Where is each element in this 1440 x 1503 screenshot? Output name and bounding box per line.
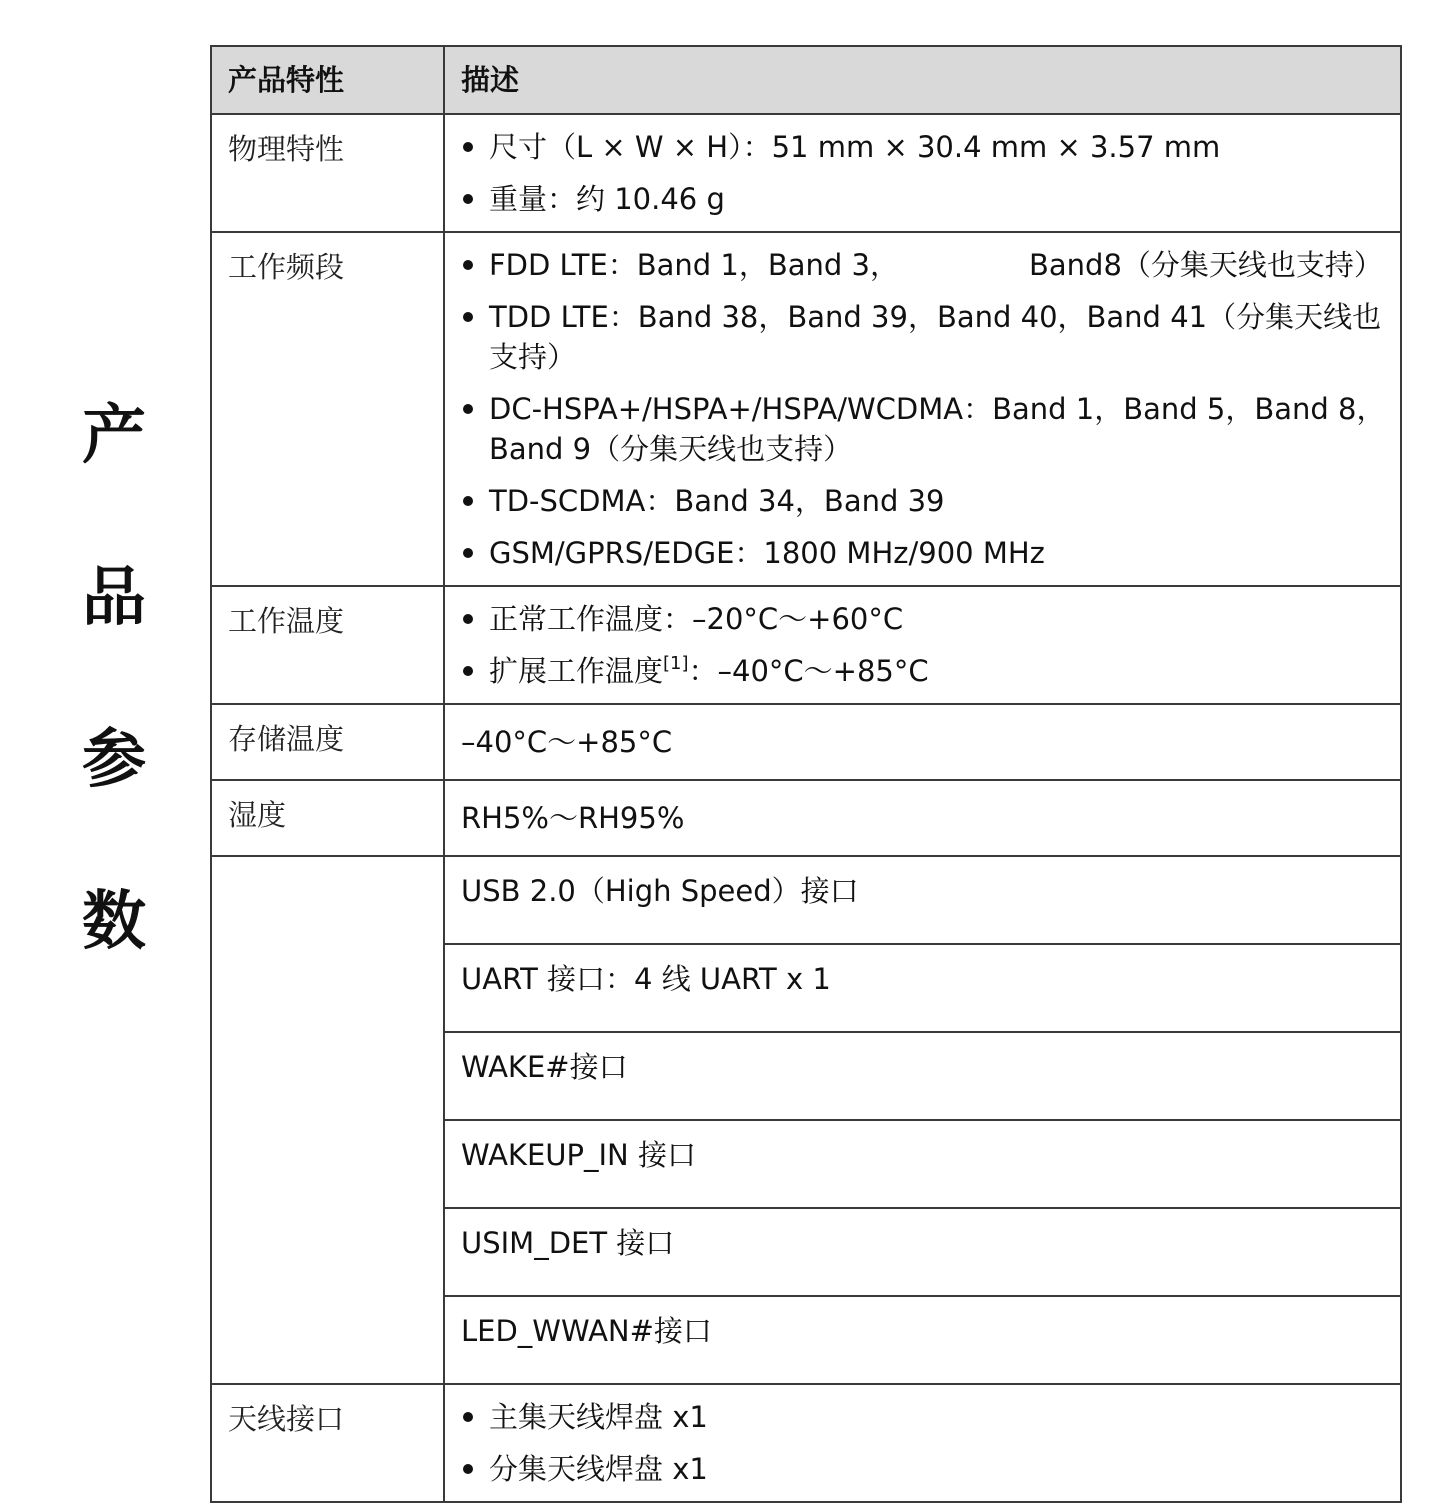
header-feature: 产品特性 [211, 46, 444, 114]
list-item-text: Band8（分集天线也支持） [1029, 248, 1383, 282]
interface-cell: USIM_DET 接口 [444, 1208, 1401, 1296]
interface-cell: WAKEUP_IN 接口 [444, 1120, 1401, 1208]
description-list [461, 245, 1386, 573]
bullet-icon [463, 496, 473, 506]
bullet-icon [463, 1412, 473, 1422]
interface-cell: LED_WWAN#接口 [444, 1296, 1401, 1384]
bullet-icon [463, 666, 473, 676]
list-item [461, 297, 1386, 377]
side-title-char: 参 [82, 723, 146, 797]
side-title [78, 400, 150, 1048]
bullet-icon [463, 260, 473, 270]
side-title-char: 数 [82, 885, 146, 959]
list-item [461, 533, 1386, 573]
row-category: 天线接口 [211, 1384, 444, 1502]
list-item-text: DC-HSPA+/HSPA+/HSPA/WCDMA：Band 1，Band 5，Band 8，Band 9（分集天线也支持） [489, 392, 1386, 466]
list-item-text: FDD LTE：Band 1，Band 3， [489, 248, 900, 282]
side-title-char: 品 [82, 561, 146, 635]
footnote-ref[interactable]: [1] [663, 653, 689, 674]
table-row-storage-temp [211, 704, 1401, 780]
row-description: –40°C～+85°C [444, 704, 1401, 780]
table-row-operating-temp [211, 586, 1401, 704]
table-row-bands [211, 232, 1401, 586]
list-item [461, 651, 1386, 691]
list-item-text: 重量：约 10.46 g [489, 182, 725, 216]
list-item [461, 127, 1386, 167]
header-description: 描述 [444, 46, 1401, 114]
row-category [211, 856, 444, 1384]
list-item-text: 尺寸（L × W × H）：51 mm × 30.4 mm × 3.57 mm [489, 130, 1221, 164]
description-list [461, 599, 1386, 691]
row-category: 湿度 [211, 780, 444, 856]
list-item [461, 1449, 1386, 1489]
description-list [461, 1397, 1386, 1489]
row-description [444, 1384, 1401, 1502]
row-description: RH5%～RH95% [444, 780, 1401, 856]
row-category: 存储温度 [211, 704, 444, 780]
row-category: 物理特性 [211, 114, 444, 232]
bullet-icon [463, 142, 473, 152]
interface-cell: USB 2.0（High Speed）接口 [444, 856, 1401, 944]
list-item-text: 分集天线焊盘 x1 [489, 1452, 708, 1486]
bullet-icon [463, 404, 473, 414]
table-row-humidity [211, 780, 1401, 856]
table-header-row [211, 46, 1401, 114]
bullet-icon [463, 1464, 473, 1474]
list-item-text: TDD LTE：Band 38，Band 39，Band 40，Band 41（分集天线也支持） [489, 300, 1382, 374]
row-category: 工作频段 [211, 232, 444, 586]
bullet-icon [463, 614, 473, 624]
interface-cell: WAKE#接口 [444, 1032, 1401, 1120]
description-list [461, 127, 1386, 219]
row-description [444, 114, 1401, 232]
list-item-text: TD-SCDMA：Band 34，Band 39 [489, 484, 945, 518]
list-item-text: 正常工作温度：–20°C～+60°C [489, 602, 904, 636]
table-row-physical [211, 114, 1401, 232]
list-item [461, 1397, 1386, 1437]
list-item [461, 599, 1386, 639]
list-item [461, 389, 1386, 469]
row-category: 工作温度 [211, 586, 444, 704]
interface-cell: UART 接口：4 线 UART x 1 [444, 944, 1401, 1032]
list-item-text: 扩展工作温度 [489, 654, 664, 688]
spec-table [210, 45, 1402, 1503]
bullet-icon [463, 194, 473, 204]
row-description [444, 586, 1401, 704]
row-description [444, 232, 1401, 586]
list-item [461, 179, 1386, 219]
bullet-icon [463, 312, 473, 322]
list-item [461, 481, 1386, 521]
list-item-text: ：–40°C～+85°C [688, 654, 929, 688]
table-row-antenna [211, 1384, 1401, 1502]
side-title-char: 产 [82, 399, 146, 473]
bullet-icon [463, 548, 473, 558]
list-item [461, 245, 1386, 285]
table-row-interface [211, 856, 1401, 944]
list-item-text: GSM/GPRS/EDGE：1800 MHz/900 MHz [489, 536, 1045, 570]
list-item-text: 主集天线焊盘 x1 [489, 1400, 708, 1434]
